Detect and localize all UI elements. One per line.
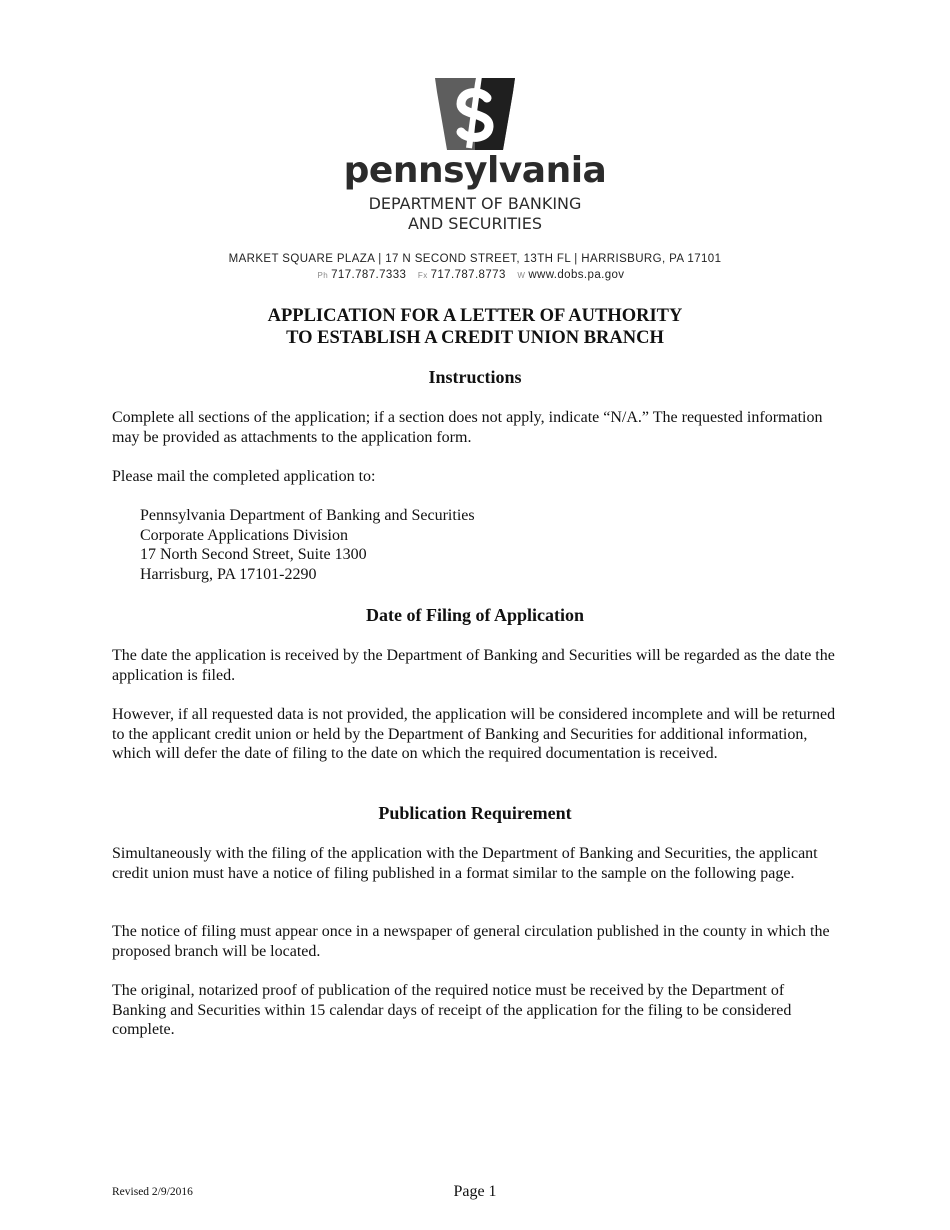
phone-number: 717.787.7333 <box>331 269 407 281</box>
agency-logo <box>0 74 950 150</box>
fax-label: Fx <box>417 271 428 280</box>
date-of-filing-paragraph-1: The date the application is received by the Department of Banking and Securities will be regarded as the date the application is filed. <box>112 647 835 684</box>
publication-paragraph-2: The notice of filing must appear once in a newspaper of general circulation published in the county in which the proposed branch will be located. <box>112 923 830 960</box>
date-of-filing-heading: Date of Filing of Application <box>365 605 584 625</box>
mail-instruction: Please mail the completed application to: <box>112 468 376 485</box>
revision-date: Revised 2/9/2016 <box>112 1186 193 1198</box>
mailing-address: Pennsylvania Department of Banking and Securities Corporate Applications Division 17 North Second Street, Suite 1300 Harrisburg, PA 17101-2290 <box>140 507 475 583</box>
fax-number: 717.787.8773 <box>430 269 506 281</box>
logo-wordmark: pennsylvania <box>343 150 607 191</box>
phone-label: Ph <box>317 271 329 280</box>
keystone-dollar-icon <box>433 74 517 150</box>
logo-department-name: DEPARTMENT OF BANKING AND SECURITIES <box>368 194 582 233</box>
publication-heading: Publication Requirement <box>378 803 572 823</box>
instructions-paragraph: Complete all sections of the application; if a section does not apply, indicate “N/A.” The requested information may be provided as attachments to the application form. <box>112 409 823 446</box>
publication-paragraph-1: Simultaneously with the filing of the application with the Department of Banking and Securities, the applicant credit union must have a notice of filing published in a format similar to the sample on the following page. <box>112 845 818 882</box>
page-number: Page 1 <box>453 1183 497 1200</box>
document-title: APPLICATION FOR A LETTER OF AUTHORITY TO ESTABLISH A CREDIT UNION BRANCH <box>267 306 683 348</box>
publication-paragraph-3: The original, notarized proof of publication of the required notice must be received by the Department of Banking and Securities within 15 calendar days of receipt of the application for the filing to be considered complete. <box>112 982 792 1038</box>
website: www.dobs.pa.gov <box>528 269 625 281</box>
letterhead-address: MARKET SQUARE PLAZA | 17 N SECOND STREET, 13TH FL | HARRISBURG, PA 17101 <box>228 253 722 265</box>
web-label: W <box>517 271 526 280</box>
date-of-filing-paragraph-2: However, if all requested data is not provided, the application will be considered incomplete and will be returned to the applicant credit union or held by the Department of Banking and Securities for additional information, which will defer the date of filing to the date on which the required documentation is received. <box>112 706 836 762</box>
letterhead-contact <box>0 269 950 281</box>
instructions-heading: Instructions <box>428 367 522 387</box>
